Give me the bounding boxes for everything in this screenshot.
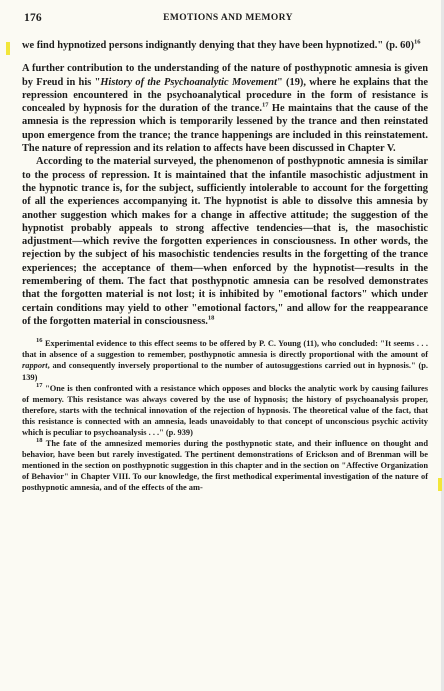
footnote-italic: rapport [22, 361, 48, 371]
footnote-mark: 17 [36, 381, 43, 389]
footnote-ref: 18 [207, 314, 215, 322]
highlight-mark-right [438, 478, 442, 491]
footnote-16 [22, 338, 428, 382]
footnote-text: The fate of the amnesized memories during the posthypnotic state, and their influence on thought and behavior, have been but rarely investigated. The pertinent demonstrations of Erickson and of Brenman will be mentioned in the section on posthypnotic suggestion in this chapter and in the section on "Affective Organization of Behavior" in Chapter VIII. To our knowledge, the first methodical experimental investigation of the nature of posthypnotic amnesia, and of the effects of the am- [22, 439, 428, 493]
paragraph-text: " (19), where he explains that the repression encountered in the psychoanalytical procedure in the form of resistance is concealed by hypnosis for the duration of the trance. [22, 76, 429, 115]
footnote-mark: 16 [36, 337, 43, 345]
paragraph-text: A further contribution to the understanding of the nature of posthypnotic amnesia is given by Freud in his " [22, 63, 428, 88]
page-body [22, 39, 428, 494]
book-title: History of the Psychoanalytic Movement [100, 76, 277, 88]
quote-text: we find hypnotized persons indignantly denying that they have been hypnotized." (p. 60) [22, 40, 415, 51]
footnotes [22, 338, 428, 493]
paragraph-text: He maintains that the cause of the amnesia is the repression which is temporarily lessened by the trance and then reinstated upon emergence from the trance; the trance happenings are included in this reinstatement. The nature of repression and its relation to affects have been discussed in Chapter V. [22, 103, 428, 155]
footnote-text: Experimental evidence to this effect seems to be offered by P. C. Young (11), who concluded: "It seems . . . that in absence of a suggestion to remember, posthypnotic amnesia is directly proportional with the amount of [22, 339, 428, 360]
paragraph-freud [22, 62, 428, 155]
running-head: EMOTIONS AND MEMORY [163, 13, 293, 23]
footnote-text: "One is then confronted with a resistance which opposes and blocks the analytic work by causing failures of memory. This resistance was always covered by the use of hypnosis; the history of psychoanalysis proper, therefore, starts with the technical innovation of the rejection of hypnosis. The theoretical value of the fact, that this resistance is connected with an amnesia, leads unavoidably to that concept of unconscious psychic activity which is peculiar to psychoanalysis . . ." (p. 939) [22, 383, 428, 437]
highlight-mark-left [6, 42, 10, 55]
footnote-text: , and consequently inversely proportional to the number of autosuggestions carried out in hypnosis." (p. 139) [22, 361, 428, 382]
footnote-ref: 16 [414, 38, 421, 46]
footnote-17 [22, 383, 428, 438]
footnote-ref: 17 [261, 101, 269, 109]
page-header [24, 12, 432, 28]
footnote-mark: 18 [36, 437, 43, 445]
quote-continuation [22, 39, 428, 52]
footnote-18 [22, 438, 428, 493]
page-number: 176 [24, 12, 42, 24]
paragraph-text: According to the material surveyed, the phenomenon of posthypnotic amnesia is similar to the process of repression. It is maintained that the infantile masochistic adjustment in the hypnotic trance is, for the subject, sufficiently intolerable to account for the forgetting of all the experiences accompanying it. The hypnotist is able to dissolve this amnesia by another suggestion which makes for a change in affective attitude; the suggestion of the hypnotist probably appeals to strong affective tendencies—that is, the masochistic adjustment—which revive the forgotten experiences in consciousness. In other words, the rejection by the subject of his masochistic tendencies results in the forgetting of the trance experiences; the acceptance of them—when enforced by the hypnotist—results in the remembering of them. The fact that posthypnotic amnesia can be resolved demonstrates that the forgotten material is not lost; it is inhibited by "emotional factors" which under certain conditions may yield to other "emotional factors," and allow for the reappearance of the forgotten material in consciousness. [22, 156, 428, 327]
paragraph-summary [22, 155, 428, 328]
